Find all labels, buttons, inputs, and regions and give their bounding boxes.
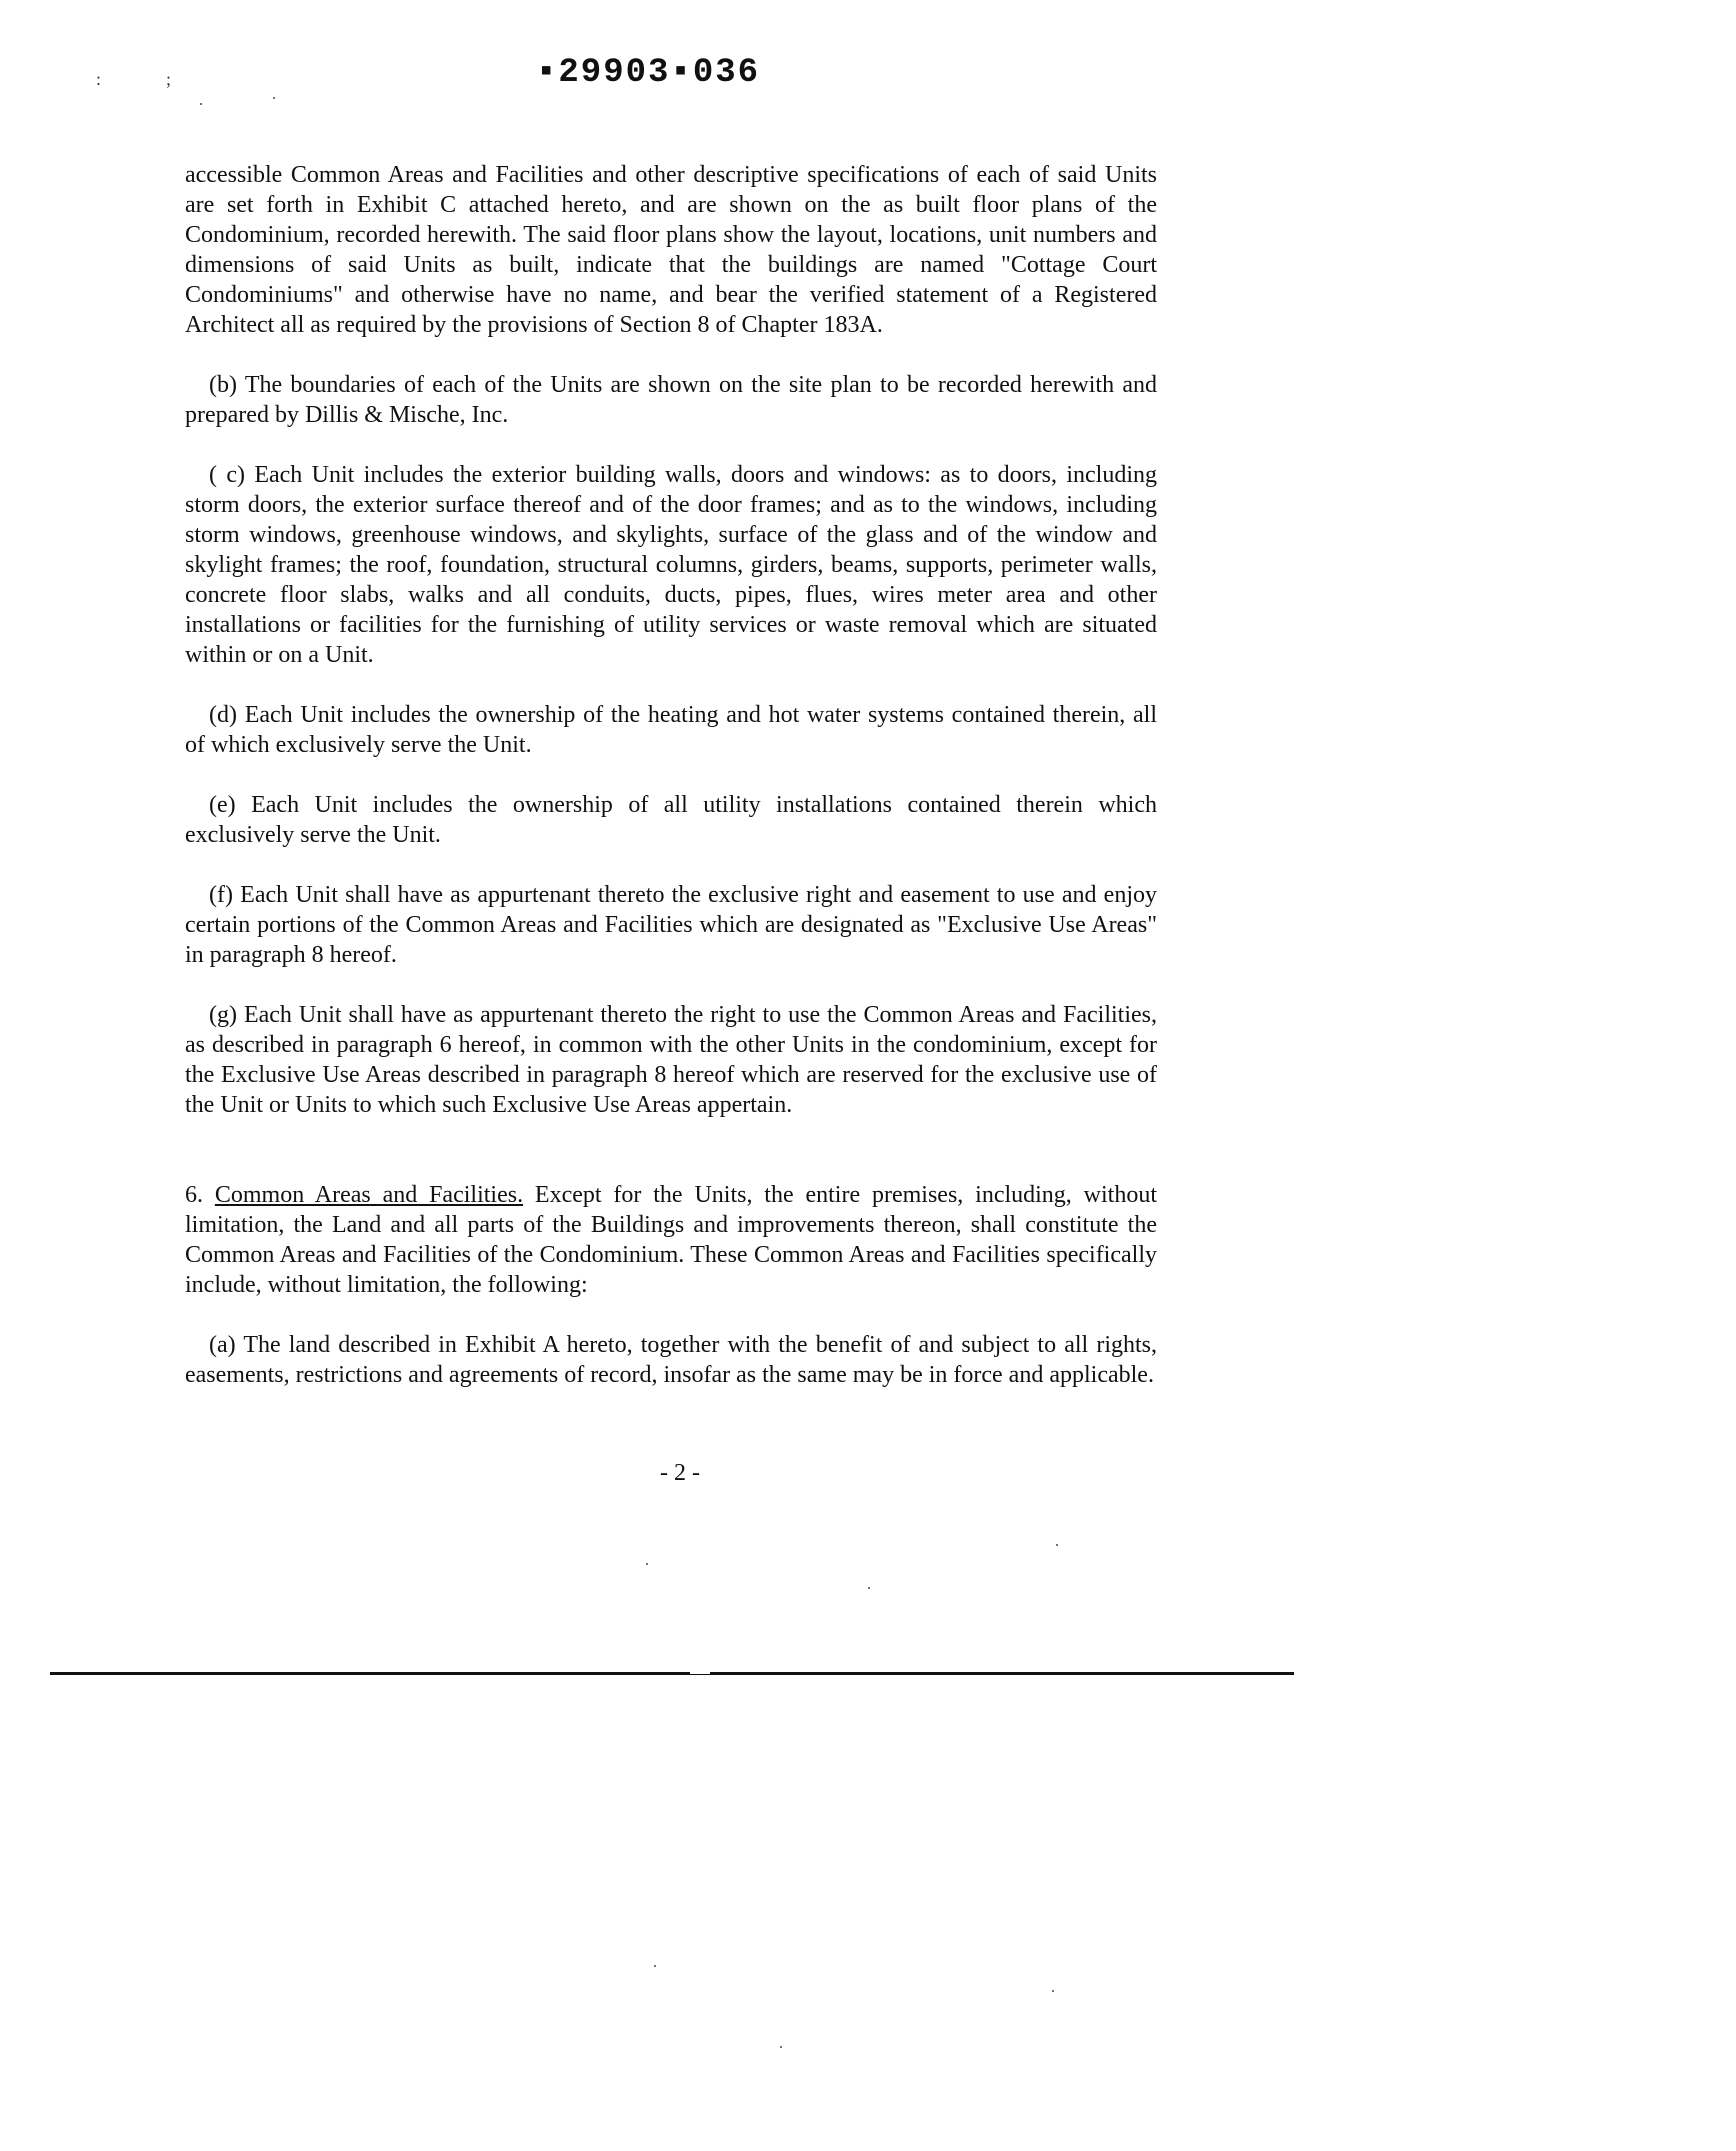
document-body <box>185 160 1157 1390</box>
scan-speck <box>200 103 202 105</box>
scan-speck: ; <box>166 69 172 89</box>
scan-speck <box>654 1965 656 1967</box>
section-6-number: 6. <box>185 1182 203 1208</box>
scan-speck: : <box>96 69 102 89</box>
paragraph-b: (b) The boundaries of each of the Units are shown on the site plan to be recorded herewith and prepared by Dillis & Mische, Inc. <box>185 372 1157 428</box>
paragraph-g: (g) Each Unit shall have as appurtenant thereto the right to use the Common Areas and Facilities, as described in paragraph 6 hereof, in common with the other Units in the condominium, except for the Exclusive Use Areas described in paragraph 8 hereof which are reserved for the exclusive use of the Unit or Units to which such Exclusive Use Areas appertain. <box>185 1002 1157 1118</box>
scan-speck <box>1052 1990 1054 1992</box>
paragraph-f: (f) Each Unit shall have as appurtenant thereto the exclusive right and easement to use and enjoy certain portions of the Common Areas and Facilities which are designated as "Exclusive Use Areas" in paragraph 8 hereof. <box>185 882 1157 968</box>
scan-speck <box>780 2046 782 2048</box>
section-6-heading: Common Areas and Facilities. <box>214 1182 524 1208</box>
section-6-text: Except for the Units, the entire premises, including, without limitation, the Land and all parts of the Buildings and improvements thereon, shall constitute the Common Areas and Facilities of the Condominium. These Common Areas and Facilities specifically include, without limitation, the following: <box>185 1182 1157 1298</box>
section-6-paragraph-a: (a) The land described in Exhibit A hereto, together with the benefit of and subject to all rights, easements, restrictions and agreements of record, insofar as the same may be in force and applicable. <box>185 1332 1157 1388</box>
page-number: - 2 - <box>660 1460 700 1486</box>
paragraph-e: (e) Each Unit includes the ownership of all utility installations contained therein which exclusively serve the Unit. <box>185 792 1157 848</box>
document-number: ▪29903▪036 <box>536 54 761 92</box>
bottom-rule <box>50 1672 1294 1675</box>
paragraph-c: ( c) Each Unit includes the exterior building walls, doors and windows: as to doors, including storm doors, the exterior surface thereof and of the door frames; and as to the windows, including storm windows, greenhouse windows, and skylights, surface of the glass and of the window and skylight frames; the roof, foundation, structural columns, girders, beams, supports, perimeter walls, concrete floor slabs, walks and all conduits, ducts, pipes, flues, wires meter area and other installations or facilities for the furnishing of utility services or waste removal which are situated within or on a Unit. <box>185 462 1157 668</box>
bottom-rule-gap <box>690 1671 710 1674</box>
paragraph-continuation: accessible Common Areas and Facilities and other descriptive specifications of each of said Units are set forth in Exhibit C attached hereto, and are shown on the as built floor plans of the Condominium, recorded herewith. The said floor plans show the layout, locations, unit numbers and dimensions of said Units as built, indicate that the buildings are named "Cottage Court Condominiums" and otherwise have no name, and bear the verified statement of a Registered Architect all as required by the provisions of Section 8 of Chapter 183A. <box>185 162 1157 338</box>
scan-speck <box>1056 1544 1058 1546</box>
scan-speck <box>273 97 275 99</box>
section-6-paragraph <box>185 1180 1157 1300</box>
paragraph-d: (d) Each Unit includes the ownership of the heating and hot water systems contained therein, all of which exclusively serve the Unit. <box>185 702 1157 758</box>
scan-speck <box>868 1587 870 1589</box>
scan-speck <box>646 1563 648 1565</box>
